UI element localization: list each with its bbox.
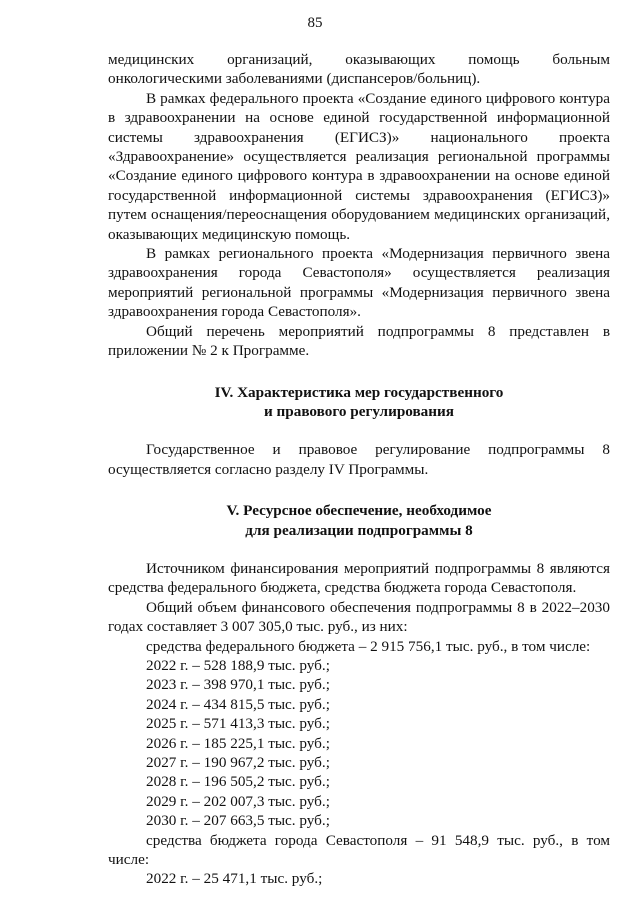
year-line: 2029 г. – 202 007,3 тыс. руб.; xyxy=(146,792,330,810)
year-line: 2030 г. – 207 663,5 тыс. руб.; xyxy=(146,812,330,830)
page-number: 85 xyxy=(307,15,323,31)
section-5-heading-line1: V. Ресурсное обеспечение, необходимое xyxy=(226,502,492,520)
city-budget-intro: средства бюджета города Севастополя – 91 548,9 тыс. руб., в том числе: xyxy=(108,831,610,869)
paragraph-activities-list: Общий перечень мероприятий подпрограммы 8 представлен в приложении № 2 к Программе. xyxy=(108,322,610,360)
year-line: 2027 г. – 190 967,2 тыс. руб.; xyxy=(146,754,330,771)
year-line: 2026 г. – 185 225,1 тыс. руб.; xyxy=(146,734,330,752)
section-5-heading-line2: для реализации подпрограммы 8 xyxy=(245,521,473,539)
year-line: 2025 г. – 571 413,3 тыс. руб.; xyxy=(146,715,330,733)
city-years-list xyxy=(108,869,610,888)
paragraph-egisz: В рамках федерального проекта «Создание единого цифрового контура в здравоохранении на основе единой государственной информационной системы здравоохранения (ЕГИСЗ)» национального проекта «Здравоохранение» осуществляется реализация региональной программы «Создание единого цифрового контура в здравоохранении на основе единой государственной информационной системы здравоохранения (ЕГИСЗ)» путем оснащения/переоснащения оборудованием медицинских организаций, оказывающих медицинскую помощь. xyxy=(108,89,610,243)
section-4-text: Государственное и правовое регулирование подпрограммы 8 осуществляется согласно разделу IV Программы. xyxy=(108,441,610,478)
year-line: 2022 г. – 25 471,1 тыс. руб.; xyxy=(146,870,323,888)
section-5-funding-sources: Источником финансирования мероприятий подпрограммы 8 являются средства федерального бюджета, средства бюджета города Севастополя. xyxy=(108,559,610,597)
federal-years-list xyxy=(108,656,610,831)
section-4-heading-line1: IV. Характеристика мер государственного xyxy=(214,383,504,401)
year-line: 2023 г. – 398 970,1 тыс. руб.; xyxy=(146,676,330,694)
year-line: 2024 г. – 434 815,5 тыс. руб.; xyxy=(146,695,330,713)
federal-budget-intro: средства федерального бюджета – 2 915 756,1 тыс. руб., в том числе: xyxy=(146,637,591,655)
section-5-total-volume: Общий объем финансового обеспечения подпрограммы 8 в 2022–2030 годах составляет 3 007 305,0 тыс. руб., из них: xyxy=(108,598,610,636)
paragraph-continuation: медицинских организаций, оказывающих помощь больным онкологическими заболеваниями (диспансеров/больниц). xyxy=(108,51,610,88)
document-body xyxy=(108,50,610,889)
section-4-heading-line2: и правового регулирования xyxy=(264,402,454,420)
section-4-heading xyxy=(108,383,610,422)
year-line: 2022 г. – 528 188,9 тыс. руб.; xyxy=(146,656,330,674)
paragraph-modernization: В рамках регионального проекта «Модернизация первичного звена здравоохранения города Севастополя» осуществляется реализация мероприятий региональной программы «Модернизация первичного звена здравоохранения города Севастополя». xyxy=(108,245,610,321)
section-5-heading xyxy=(108,501,610,540)
year-line: 2028 г. – 196 505,2 тыс. руб.; xyxy=(146,773,330,791)
